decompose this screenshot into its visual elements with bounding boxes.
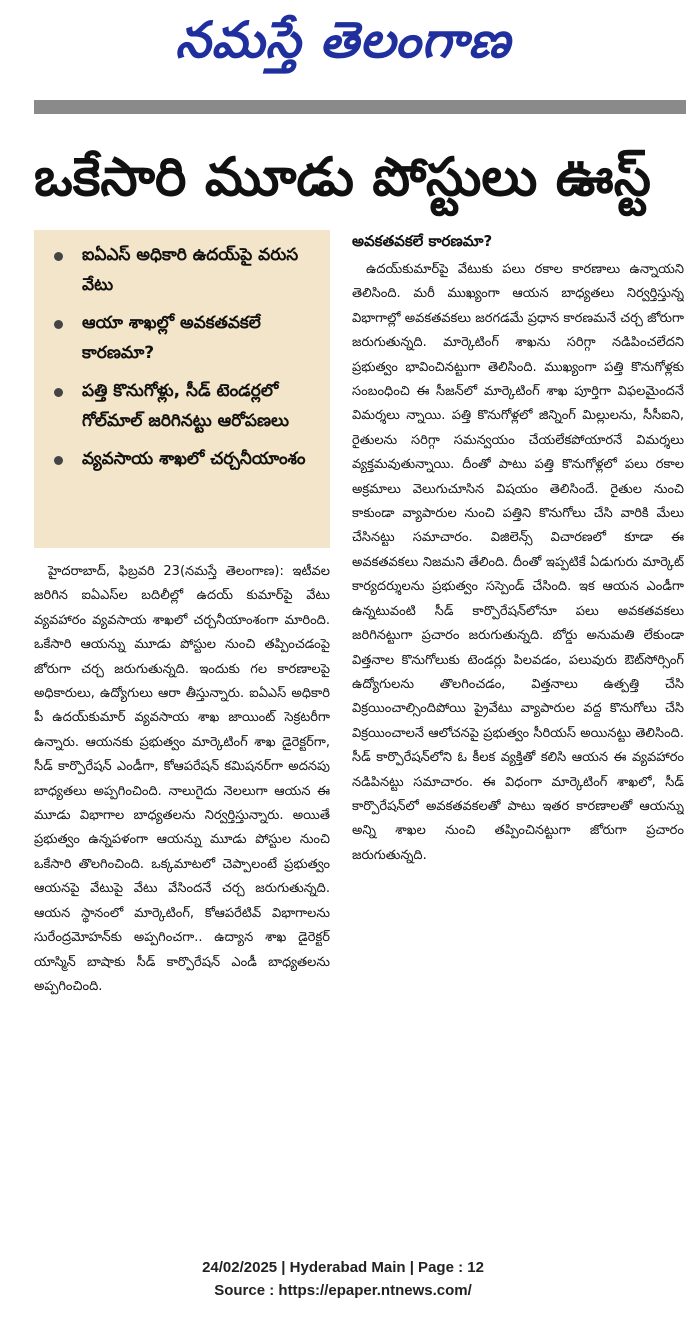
- edition-info: 24/02/2025 | Hyderabad Main | Page : 12: [202, 1259, 484, 1276]
- highlight-text: ఐఏఎస్ అధికారి ఉదయ్‌పై వరుస వేటు: [82, 245, 299, 295]
- article-headline: ఒకేసారి మూడు పోస్టులు ఊస్ట్: [34, 147, 651, 208]
- highlight-item: [52, 308, 322, 368]
- article-column-left: [34, 560, 330, 1220]
- article-body-right: ఉదయ్‌కుమార్‌పై వేటుకు పలు రకాల కారణాలు ఉన్నాయని తెలిసింది. మరీ ముఖ్యంగా ఆయన బాధ్యతలు నిర్వర్తిస్తున్న విభాగాల్లో అవకతవకలు జరగడమే ప్రధాన కారణమనే చర్చ జోరుగా జరుగుతున్నది. మార్కెటింగ్ శాఖను సరిగ్గా నడిపించలేదని ప్రభుత్వం భావించినట్టుగా తెలిసింది. ముఖ్యంగా పత్తి కొనుగోళ్లకు సంబంధించి ఈ సీజన్‌లో మార్కెటింగ్ శాఖ పూర్తిగా విఫలమైందనే విమర్శలు న్నాయి. పత్తి కొనుగోళ్లలో జిన్నింగ్ మిల్లులను, సీసీఐని, రైతులను సరిగ్గా సమన్వయం చేయలేకపోయారనే విమర్శలు వ్యక్తమవుతున్నాయి. దీంతో పాటు పత్తి కొనుగోళ్లలో పలు రకాల అక్రమాలు వెలుగుచూసిన విషయం తెలిసిందే. రైతుల నుంచి కాకుండా వ్యాపారుల నుంచి పత్తిని కొనుగోలు చేసి వారికి మేలు చేసినట్టు సమాచారం. విజిలెన్స్ విచారణలో కూడా ఈ అవకతవకలు నిజమని తేలింది. దీంతో ఇప్పటికే ఏడుగురు మార్కెట్ కార్యదర్శులను ప్రభుత్వం సస్పెండ్ చేసింది. ఇక ఆయన ఎండీగా ఉన్నటువంటి సీడ్ కార్పొరేషన్‌లోనూ పలు అవకతవకలు జరిగినట్టుగా ప్రచారం జరుగుతున్నది. బోర్డు అనుమతి లేకుండా విత్తనాల కొనుగోలుకు టెండర్లు పిలవడం, పలువురు ఔట్‌సోర్సింగ్ ఉద్యోగులను తొలగించడం, విత్తనాలు ఉత్పత్తి చేసి విక్రయించాల్సిందిపోయి ప్రైవేటు వ్యాపారుల వద్ద కొనుగోలు చేసి విక్రయించాలనే ఆలోచనపై ప్రభుత్వం సీరియస్ అయినట్టు తెలిసింది. సీడ్ కార్పొరేషన్‌లోని ఓ కీలక వ్యక్తితో కలిసి ఆయన ఈ వ్యవహారం నడిపినట్టు సమాచారం. ఈ విధంగా మార్కెటింగ్ శాఖలో, సీడ్ కార్పొరేషన్‌లో అవకతవకలతో పాటు ఇతర కారణాలతో ఆయన్ను అన్ని శాఖల నుంచి తప్పించినట్టుగా జోరుగా ప్రచారం జరుగుతున్నది.: [352, 262, 684, 863]
- bullet-icon: [54, 320, 63, 329]
- bullet-icon: [54, 388, 63, 397]
- bullet-icon: [54, 456, 63, 465]
- page-footer: [0, 1256, 686, 1302]
- highlight-item: [52, 376, 322, 436]
- highlight-text: పత్తి కొనుగోళ్లు, సీడ్ టెండర్లలో గోల్‌మాల్ జరిగినట్టు ఆరోపణలు: [82, 381, 289, 431]
- bullet-icon: [54, 252, 63, 261]
- newspaper-masthead: [0, 0, 686, 78]
- highlights-box: [34, 230, 330, 548]
- article-column-right: [352, 228, 684, 1224]
- highlight-text: ఆయా శాఖల్లో అవకతవకలే కారణమా?: [82, 313, 261, 363]
- article-subheading: అవకతవకలే కారణమా?: [352, 232, 493, 250]
- article-body-left: హైదరాబాద్, ఫిబ్రవరి 23(నమస్తే తెలంగాణ): ఇటీవల జరిగిన ఐఏఎస్‌ల బదిలీల్లో ఉదయ్ కుమార్‌పై వేటు వ్యవహారం వ్యవసాయ శాఖలో చర్చనీయాంశంగా మారింది. ఒకేసారి ఆయన్ను మూడు పోస్టుల నుంచి తప్పించడంపై జోరుగా చర్చ జరుగుతున్నది. ఇందుకు గల కారణాలపై అధికారులు, ఉద్యోగులు ఆరా తీస్తున్నారు. ఐఏఎస్ అధికారి పీ ఉదయ్‌కుమార్ వ్యవసాయ శాఖ జాయింట్ సెక్రటరీగా ఉన్నారు. ఆయనకు ప్రభుత్వం మార్కెటింగ్ శాఖ డైరెక్టర్‌గా, సీడ్ కార్పొరేషన్ ఎండీగా, కోఆపరేషన్ కమిషనర్‌గా అదనపు బాధ్యతలు అప్పగించింది. నాలుగైదు నెలలుగా ఆయన ఈ మూడు విభాగాల బాధ్యతలను నిర్వర్తిస్తున్నారు. అయితే ప్రభుత్వం ఉన్నపళంగా ఆయన్ను మూడు పోస్టుల నుంచి ఒకేసారి తొలగించింది. ఒక్కమాటలో చెప్పాలంటే ప్రభుత్వం ఆయనపై వేటుపై వేటు వేసిందనే చర్చ జరుగుతున్నది. ఆయన స్థానంలో మార్కెటింగ్, కోఆపరేటివ్ విభాగాలను సురేంద్రమోహన్‌కు అప్పగించగా.. ఉద్యాన శాఖ డైరెక్టర్ యాస్మిన్ బాషాకు సీడ్ కార్పొరేషన్ ఎండీ బాధ్యతలను అప్పగించింది.: [34, 564, 330, 994]
- source-link[interactable]: Source : https://epaper.ntnews.com/: [214, 1282, 472, 1299]
- highlight-item: [52, 444, 322, 474]
- masthead-logo-text: నమస్తే తెలంగాణ: [175, 11, 511, 69]
- highlight-text: వ్యవసాయ శాఖలో చర్చనీయాంశం: [82, 449, 306, 469]
- highlight-item: [52, 240, 322, 300]
- masthead-divider: [34, 100, 686, 114]
